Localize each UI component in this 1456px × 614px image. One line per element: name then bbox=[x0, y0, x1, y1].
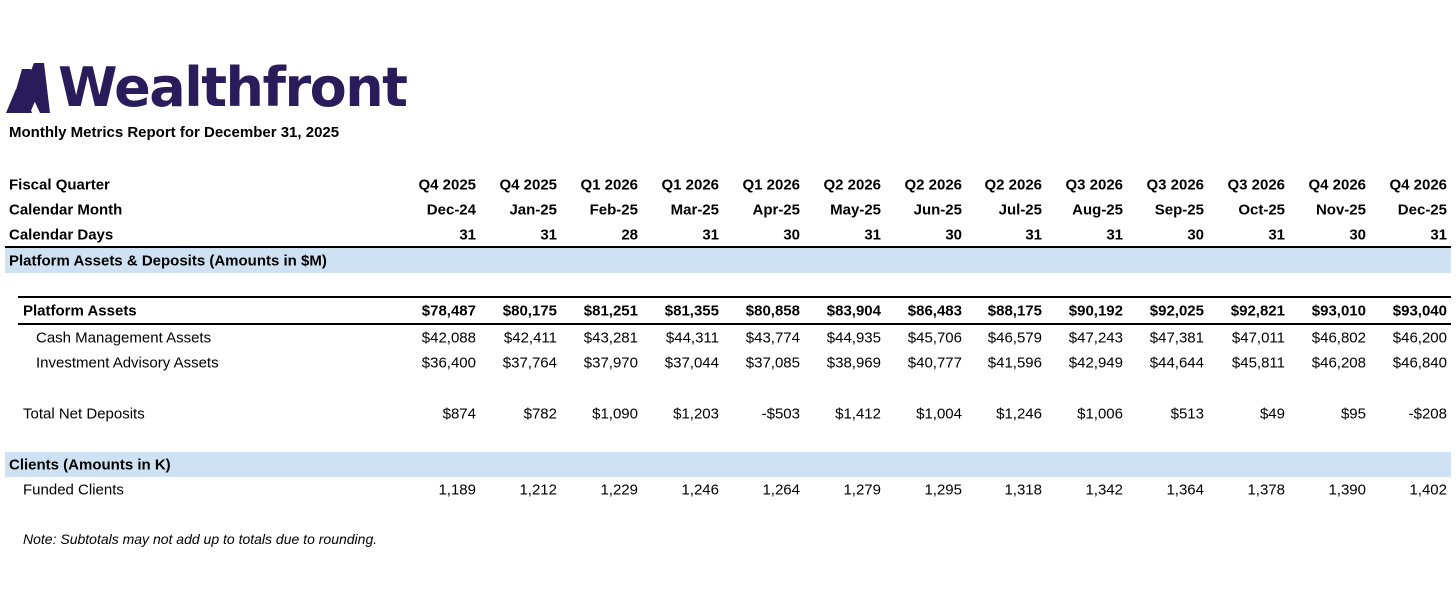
table-cell: $46,200 bbox=[1392, 329, 1447, 346]
table-cell: Mar-25 bbox=[670, 201, 719, 218]
table-cell: $38,969 bbox=[826, 354, 881, 371]
section-header-clients bbox=[5, 452, 1451, 477]
table-cell: Jul-25 bbox=[998, 201, 1042, 218]
table-cell: $92,025 bbox=[1149, 302, 1204, 319]
table-cell: 1,295 bbox=[924, 481, 962, 498]
table-cell: 1,378 bbox=[1247, 481, 1285, 498]
table-cell: Q2 2026 bbox=[984, 176, 1042, 193]
table-cell: Q2 2026 bbox=[904, 176, 962, 193]
table-cell: $1,090 bbox=[592, 405, 638, 422]
table-cell: 31 bbox=[1268, 226, 1285, 243]
table-cell: $88,175 bbox=[987, 302, 1042, 319]
table-cell: Q1 2026 bbox=[661, 176, 719, 193]
row-label: Fiscal Quarter bbox=[9, 176, 110, 193]
table-cell: $93,010 bbox=[1311, 302, 1366, 319]
table-cell: May-25 bbox=[830, 201, 881, 218]
table-cell: -$208 bbox=[1408, 405, 1447, 422]
table-cell: 1,364 bbox=[1166, 481, 1204, 498]
table-cell: Q4 2025 bbox=[418, 176, 476, 193]
table-cell: $80,858 bbox=[745, 302, 800, 319]
table-cell: $83,904 bbox=[826, 302, 881, 319]
row-label: Funded Clients bbox=[23, 481, 124, 498]
table-cell: 1,189 bbox=[438, 481, 476, 498]
section-title: Platform Assets & Deposits (Amounts in $M) bbox=[9, 252, 327, 269]
table-cell: $1,412 bbox=[835, 405, 881, 422]
table-cell: $37,044 bbox=[664, 354, 719, 371]
table-cell: -$503 bbox=[761, 405, 800, 422]
table-cell: $92,821 bbox=[1230, 302, 1285, 319]
table-cell: $90,192 bbox=[1068, 302, 1123, 319]
row-label: Total Net Deposits bbox=[23, 405, 145, 422]
table-cell: $43,774 bbox=[745, 329, 800, 346]
table-cell: 1,264 bbox=[762, 481, 800, 498]
table-cell: $95 bbox=[1340, 405, 1366, 422]
table-cell: $46,579 bbox=[987, 329, 1042, 346]
table-cell: $43,281 bbox=[583, 329, 638, 346]
table-cell: $45,706 bbox=[907, 329, 962, 346]
table-row-platform-assets bbox=[0, 298, 1456, 323]
row-label: Calendar Month bbox=[9, 201, 123, 218]
table-cell: Dec-25 bbox=[1397, 201, 1447, 218]
table-cell: 1,342 bbox=[1085, 481, 1123, 498]
table-cell: Q4 2025 bbox=[499, 176, 557, 193]
table-cell: 31 bbox=[1430, 226, 1447, 243]
section-title: Clients (Amounts in K) bbox=[9, 456, 171, 473]
table-cell: $47,011 bbox=[1231, 329, 1285, 346]
table-cell: Q4 2026 bbox=[1389, 176, 1447, 193]
table-cell: Jan-25 bbox=[509, 201, 557, 218]
row-label: Investment Advisory Assets bbox=[36, 354, 219, 371]
table-cell: 1,246 bbox=[681, 481, 719, 498]
table-cell: $41,596 bbox=[987, 354, 1042, 371]
table-cell: $46,208 bbox=[1311, 354, 1366, 371]
table-cell: Jun-25 bbox=[913, 201, 962, 218]
table-row-cash-management-assets bbox=[0, 325, 1456, 350]
header-row-calendar-month bbox=[0, 197, 1456, 222]
table-cell: 28 bbox=[621, 226, 638, 243]
table-cell: $86,483 bbox=[907, 302, 962, 319]
table-cell: Apr-25 bbox=[752, 201, 800, 218]
table-cell: $42,949 bbox=[1068, 354, 1123, 371]
header-row-fiscal-quarter bbox=[0, 172, 1456, 197]
table-cell: Q2 2026 bbox=[823, 176, 881, 193]
table-cell: $46,840 bbox=[1392, 354, 1447, 371]
table-cell: Oct-25 bbox=[1238, 201, 1285, 218]
table-cell: $46,802 bbox=[1311, 329, 1366, 346]
table-cell: $874 bbox=[442, 405, 476, 422]
table-cell: 30 bbox=[945, 226, 962, 243]
table-cell: 31 bbox=[540, 226, 557, 243]
table-cell: $47,243 bbox=[1068, 329, 1123, 346]
table-cell: Aug-25 bbox=[1072, 201, 1123, 218]
table-cell: $36,400 bbox=[421, 354, 476, 371]
table-cell: $1,203 bbox=[673, 405, 719, 422]
table-cell: Q3 2026 bbox=[1065, 176, 1123, 193]
table-cell: $37,764 bbox=[502, 354, 557, 371]
table-cell: 30 bbox=[1349, 226, 1366, 243]
table-row-investment-advisory-assets bbox=[0, 350, 1456, 375]
table-cell: $45,811 bbox=[1231, 354, 1285, 371]
brand-name: Wealthfront bbox=[58, 56, 407, 119]
table-cell: $42,411 bbox=[503, 329, 557, 346]
table-cell: Q1 2026 bbox=[742, 176, 800, 193]
table-cell: $78,487 bbox=[421, 302, 476, 319]
table-cell: $81,251 bbox=[583, 302, 638, 319]
table-cell: Q1 2026 bbox=[580, 176, 638, 193]
table-cell: $513 bbox=[1170, 405, 1204, 422]
table-cell: 31 bbox=[864, 226, 881, 243]
table-cell: $37,085 bbox=[745, 354, 800, 371]
table-cell: $1,004 bbox=[916, 405, 962, 422]
table-cell: 1,229 bbox=[600, 481, 638, 498]
table-cell: 30 bbox=[1187, 226, 1204, 243]
table-cell: Dec-24 bbox=[426, 201, 476, 218]
table-cell: 31 bbox=[459, 226, 476, 243]
table-cell: 31 bbox=[1025, 226, 1042, 243]
table-cell: Feb-25 bbox=[589, 201, 638, 218]
table-cell: Q3 2026 bbox=[1146, 176, 1204, 193]
header-row-calendar-days bbox=[0, 222, 1456, 247]
table-cell: 1,212 bbox=[519, 481, 557, 498]
table-cell: $80,175 bbox=[502, 302, 557, 319]
table-cell: $49 bbox=[1259, 405, 1285, 422]
table-cell: $1,006 bbox=[1077, 405, 1123, 422]
table-cell: Q4 2026 bbox=[1308, 176, 1366, 193]
row-label: Calendar Days bbox=[9, 226, 114, 243]
table-cell: 30 bbox=[783, 226, 800, 243]
table-cell: Nov-25 bbox=[1315, 201, 1366, 218]
table-cell: $93,040 bbox=[1392, 302, 1447, 319]
table-cell: 31 bbox=[702, 226, 719, 243]
table-cell: 1,279 bbox=[843, 481, 881, 498]
table-cell: $782 bbox=[523, 405, 557, 422]
wealthfront-logo-mark-icon bbox=[6, 63, 52, 113]
table-cell: $44,644 bbox=[1149, 354, 1204, 371]
section-header-platform bbox=[5, 248, 1451, 273]
table-cell: $81,355 bbox=[664, 302, 719, 319]
table-cell: $37,970 bbox=[583, 354, 638, 371]
footnote: Note: Subtotals may not add up to totals due to rounding. bbox=[23, 531, 378, 547]
table-cell: Q3 2026 bbox=[1227, 176, 1285, 193]
table-cell: 1,318 bbox=[1004, 481, 1042, 498]
table-row-total-net-deposits bbox=[0, 401, 1456, 426]
wealthfront-logo bbox=[6, 56, 407, 119]
report-title: Monthly Metrics Report for December 31, 2025 bbox=[9, 124, 340, 141]
table-cell: $40,777 bbox=[907, 354, 962, 371]
row-label: Platform Assets bbox=[23, 302, 137, 319]
table-cell: Sep-25 bbox=[1154, 201, 1204, 218]
table-cell: $47,381 bbox=[1149, 329, 1204, 346]
table-cell: 31 bbox=[1106, 226, 1123, 243]
table-row-funded-clients bbox=[0, 477, 1456, 502]
table-cell: 1,390 bbox=[1328, 481, 1366, 498]
table-cell: $42,088 bbox=[421, 329, 476, 346]
table-cell: $44,935 bbox=[826, 329, 881, 346]
table-cell: 1,402 bbox=[1409, 481, 1447, 498]
table-cell: $44,311 bbox=[665, 329, 719, 346]
row-label: Cash Management Assets bbox=[36, 329, 212, 346]
table-cell: $1,246 bbox=[996, 405, 1042, 422]
